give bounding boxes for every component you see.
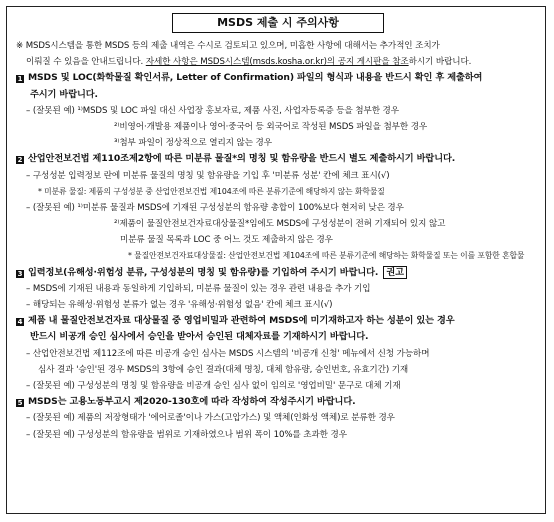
section-1-item-3: ³⁾첨부 파일이 정상적으로 열리지 않는 경우 (114, 138, 272, 149)
section-2-note-2: * 물질안전보건자료대상물질: 산업안전보건법 제104조에 따른 분류기준에 해당하는 화학물질 또는 이를 포함한 혼합물 (128, 251, 525, 261)
notice-content (16, 38, 544, 443)
section-3-heading: 3 입력정보(유해성·위험성 분류, 구성성분의 명칭 및 함유량)를 기입하여 주시기 바랍니다. 권고 (16, 265, 544, 281)
section-1-heading-cont: 주시기 바랍니다. (30, 88, 98, 100)
recommend-tag: 권고 (383, 266, 407, 279)
intro-line-1: ※ MSDS시스템을 통한 MSDS 등의 제출 내역은 수시로 검토되고 있으며, 미흡한 사항에 대해서는 추가적인 조치가 (16, 41, 440, 51)
section-1-item-2: ²⁾비영어·개발용 제품이나 영어·중국어 등 외국어로 작성된 MSDS 파일을 첨부한 경우 (114, 121, 428, 132)
section-2-item-3-cont: 미분류 물질 목록과 LOC 중 어느 것도 제출하지 않은 경우 (120, 235, 333, 246)
section-number-badge: 5 (17, 399, 23, 408)
section-4-item-1-cont: 심사 결과 '승인'된 경우 MSDS의 3항에 승인 결과(대체 명칭, 대체 함유량, 승인번호, 유효기간) 기재 (38, 364, 409, 375)
section-2-item-1: – 구성성분 입력정보 란에 미분류 물질의 명칭 및 함유량을 기입 후 '미분류 성분' 칸에 체크 표시(√) (26, 170, 390, 181)
intro-text: 이뤄질 수 있음을 안내드립니다. (26, 57, 146, 68)
section-1-item-1: – (잘못된 예) ¹⁾MSDS 및 LOC 파일 대신 사업장 홍보자료, 제품 사진, 사업자등록증 등을 첨부한 경우 (26, 105, 399, 116)
section-4-item-2: – (잘못된 예) 구성성분의 명칭 및 함유량을 비공개 승인 심사 없이 임의로 '영업비밀' 문구로 대체 기재 (26, 380, 401, 391)
section-4-item-1: – 산업안전보건법 제112조에 따른 비공개 승인 심사는 MSDS 시스템의 '비공개 신청' 메뉴에서 신청 가능하며 (26, 348, 430, 359)
section-2-item-3: ²⁾제품이 물질안전보건자료대상물질*임에도 MSDS에 구성성분이 전혀 기재되어 있지 않고 (114, 219, 446, 230)
intro-line-2 (16, 54, 544, 70)
section-1-heading: 1 MSDS 및 LOC(화학물질 확인서류, Letter of Confirmation) 파일의 형식과 내용을 반드시 확인 후 제출하여 (17, 72, 483, 84)
section-3-item-1: – MSDS에 기재된 내용과 동일하게 기입하되, 미분류 물질이 있는 경우 관련 내용을 추가 기입 (26, 283, 371, 294)
section-2-heading: 2 산업안전보건법 제110조제2항에 따른 미분류 물질*의 명칭 및 함유량을 반드시 별도 제출하시기 바랍니다. (17, 153, 456, 165)
section-number-badge: 1 (17, 75, 23, 84)
section-number-badge: 4 (17, 318, 23, 327)
section-5-item-1: – (잘못된 예) 제품의 저장형태가 '에어로졸'이나 가스(고압가스) 및 액체(인화성 액체)로 분류한 경우 (26, 413, 395, 424)
section-4-heading-cont: 반드시 비공개 승인 심사에서 승인을 받아서 승인된 대체자료를 기재하시기 바랍니다. (30, 331, 369, 343)
section-2-item-2: – (잘못된 예) ¹⁾미분류 물질과 MSDS에 기재된 구성성분의 함유량 총합이 100%보다 현저히 낮은 경우 (26, 202, 404, 213)
section-5-item-2: – (잘못된 예) 구성성분의 함유량을 범위로 기재하였으나 범위 폭이 10%를 초과한 경우 (26, 429, 347, 440)
section-5-heading: 5 MSDS는 고용노동부고시 제2020-130호에 따라 작성하여 작성주시기 바랍니다. (17, 396, 356, 408)
page-title: MSDS 제출 시 주의사항 (172, 13, 384, 33)
intro-link-text[interactable]: 자세한 사항은 MSDS시스템(msds.kosha.or.kr)의 공지 게시판을 참조 (145, 57, 409, 68)
section-2-note-1: * 미분류 물질: 제품의 구성성분 중 산업안전보건법 제104조에 따른 분류기준에 해당하지 않는 화학물질 (38, 186, 385, 196)
section-number-badge: 2 (17, 156, 23, 165)
section-number-badge: 3 (17, 269, 23, 278)
section-3-item-2: – 해당되는 유해성·위험성 분류가 없는 경우 '유해성·위험성 없음' 칸에 체크 표시(√) (26, 300, 333, 310)
section-4-heading: 4 제품 내 물질안전보건자료 대상물질 중 영업비밀과 관련하여 MSDS에 미기재하고자 하는 성분이 있는 경우 (17, 315, 455, 327)
intro-tail: 하시기 바랍니다. (408, 57, 472, 68)
